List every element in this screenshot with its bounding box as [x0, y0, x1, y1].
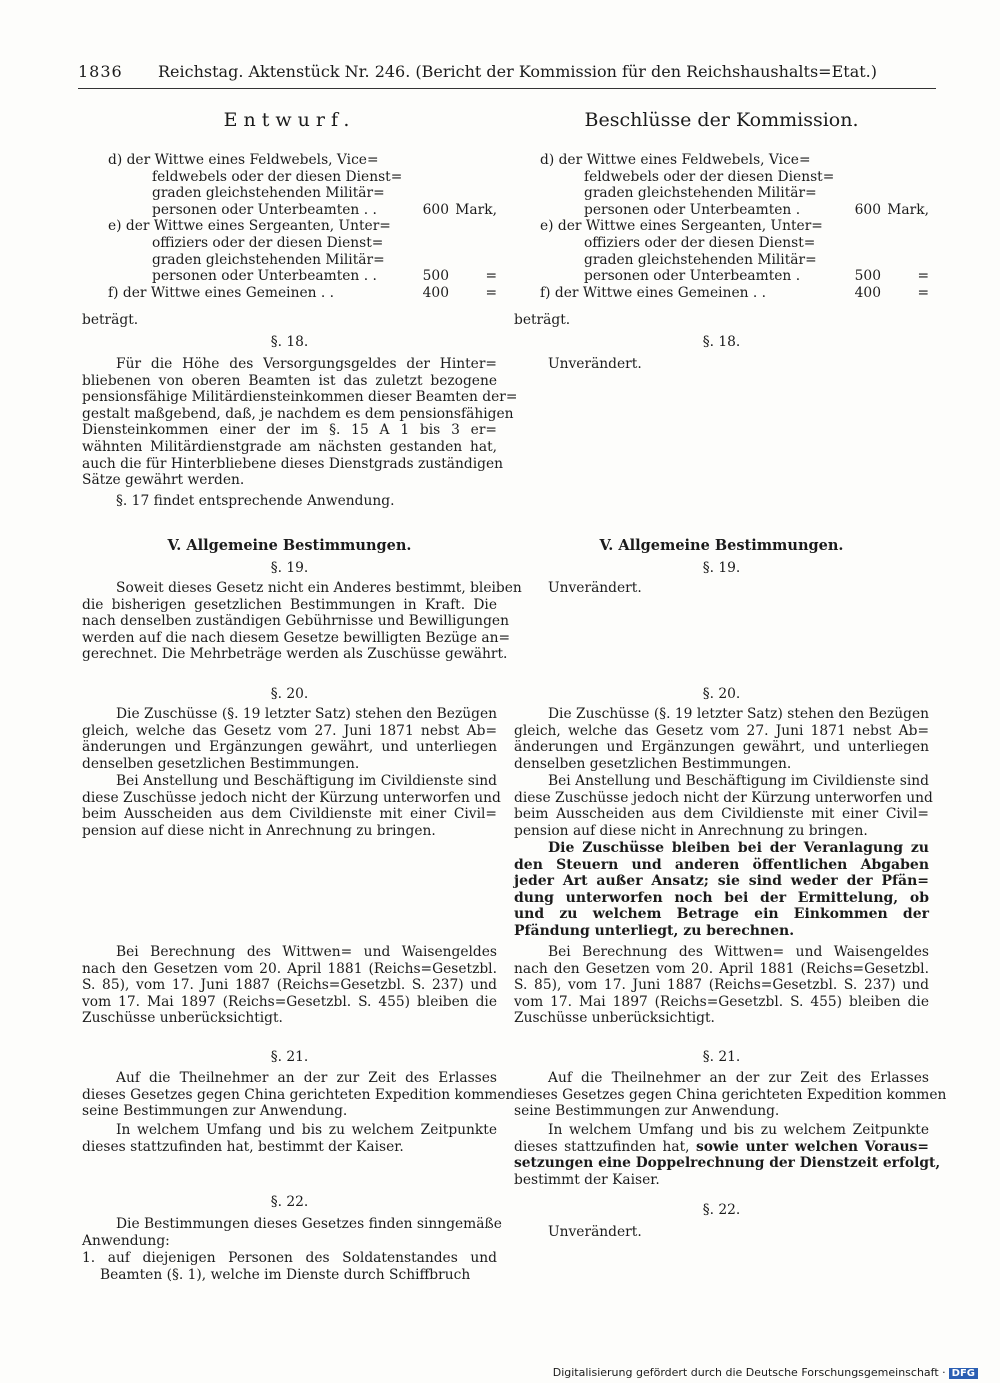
text-line: dung unterworfen noch bei der Ermittelung, ob	[514, 889, 929, 906]
left-section-19: §. 19.	[270, 560, 309, 576]
text-line: änderungen und Ergänzungen gewährt, und unterliegen	[514, 739, 929, 756]
right-s21-p1	[514, 1070, 947, 1120]
right-list-unit: =	[917, 268, 929, 285]
text-line: nach den Gesetzen vom 20. April 1881 (Reichs=Gesetzbl.	[514, 960, 929, 977]
footer-text: Digitalisierung gefördert durch die Deutsche Forschungsgemeinschaft ·	[552, 1366, 946, 1379]
left-list-text: feldwebels oder der diesen Dienst=	[152, 168, 403, 185]
left-s20-p1	[82, 706, 497, 772]
right-section-20: §. 20.	[702, 686, 741, 702]
right-unveraendert-18: Unverändert.	[548, 356, 642, 372]
right-list-unit: =	[917, 284, 929, 301]
text-line: änderungen und Ergänzungen gewährt, und unterliegen	[82, 739, 497, 756]
right-list-amount: 600	[854, 201, 881, 218]
left-list-line	[82, 252, 497, 269]
text-line: pension auf diese nicht in Anrechnung zu bringen.	[82, 822, 436, 839]
right-list-line	[514, 268, 929, 285]
right-section-22: §. 22.	[702, 1202, 741, 1218]
header-rule	[78, 88, 936, 89]
right-list-text: graden gleichstehenden Militär=	[584, 251, 817, 268]
right-s21-p2-line3: setzungen eine Doppelrechnung der Dienstzeit erfolgt,	[514, 1155, 941, 1172]
right-list-text: d) der Wittwe eines Feldwebels, Vice=	[540, 152, 811, 168]
left-list-amount: 400	[422, 284, 449, 301]
right-list-line	[514, 235, 929, 252]
right-s21-p2	[514, 1122, 941, 1188]
text-line: gerechnet. Die Mehrbeträge werden als Zuschüsse gewährt.	[82, 646, 508, 663]
text-line: gleich, welche das Gesetz vom 27. Juni 1871 nebst Ab=	[514, 722, 929, 739]
dfg-logo: DFG	[949, 1368, 978, 1379]
left-list-line	[82, 218, 497, 235]
right-list-line	[514, 285, 929, 302]
page-number: 1836	[78, 62, 123, 81]
text-line: dieses Gesetzes gegen China gerichteten Expedition kommen	[514, 1086, 947, 1103]
text-line: Beamten (§. 1), welche im Dienste durch Schiffbruch	[100, 1266, 471, 1283]
text-line: Sätze gewährt werden.	[82, 472, 245, 489]
right-list-line	[514, 185, 929, 202]
left-section-20: §. 20.	[270, 686, 309, 702]
running-title: Reichstag. Aktenstück Nr. 246. (Bericht der Kommission für den Reichshaushalts=Etat.)	[158, 62, 877, 81]
left-list-line	[82, 285, 497, 302]
left-s19-text	[82, 580, 522, 663]
right-s21-p2-line1: In welchem Umfang und bis zu welchem Zeitpunkte	[548, 1122, 929, 1138]
left-list-text: graden gleichstehenden Militär=	[152, 185, 385, 202]
right-s20-p2	[514, 773, 933, 839]
text-line: Zuschüsse unberücksichtigt.	[514, 1010, 715, 1027]
left-list-unit: =	[485, 268, 497, 285]
right-list-line	[514, 218, 929, 235]
text-line: Die Zuschüsse (§. 19 letzter Satz) stehen den Bezügen	[548, 706, 929, 722]
right-section-18: §. 18.	[702, 334, 741, 350]
left-list-line	[82, 268, 497, 285]
text-line: vom 17. Mai 1897 (Reichs=Gesetzbl. S. 455) bleiben die	[514, 993, 929, 1010]
footer-credit	[553, 1366, 978, 1379]
right-list-line	[514, 202, 929, 219]
text-line: Bei Anstellung und Beschäftigung im Civildienste sind	[548, 773, 929, 789]
text-line: In welchem Umfang und bis zu welchem Zeitpunkte	[116, 1122, 497, 1138]
right-unveraendert-22: Unverändert.	[548, 1224, 642, 1240]
right-list-unit: Mark,	[887, 201, 929, 218]
right-list-text: personen oder Unterbeamten .	[584, 268, 801, 285]
text-line: Die Bestimmungen dieses Gesetzes finden sinngemäße	[116, 1216, 502, 1232]
left-section-22: §. 22.	[270, 1194, 309, 1210]
text-line: vom 17. Mai 1897 (Reichs=Gesetzbl. S. 455) bleiben die	[82, 993, 497, 1010]
right-list-text: e) der Wittwe eines Sergeanten, Unter=	[540, 218, 823, 235]
text-line: denselben gesetzlichen Bestimmungen.	[82, 755, 360, 772]
right-section-21: §. 21.	[702, 1049, 741, 1065]
page-header	[78, 60, 938, 84]
right-s21-p2-line4: bestimmt der Kaiser.	[514, 1171, 660, 1188]
right-list-line	[514, 169, 929, 186]
text-line: Für die Höhe des Versorgungsgeldes der Hinter=	[116, 356, 497, 372]
left-list-unit: Mark,	[455, 201, 497, 218]
left-list-line	[82, 169, 497, 186]
left-list-text: personen oder Unterbeamten . .	[152, 201, 377, 218]
left-s22-p1	[82, 1216, 502, 1249]
text-line: Auf die Theilnehmer an der zur Zeit des Erlasses	[116, 1070, 497, 1086]
text-line: S. 85), vom 17. Juni 1887 (Reichs=Gesetzbl. S. 237) und	[82, 977, 497, 994]
left-list-amount: 600	[422, 201, 449, 218]
text-line: Diensteinkommen einer der im §. 15 A 1 bis 3 er=	[82, 422, 497, 439]
text-line: wähnten Militärdienstgrade am nächsten gestanden hat,	[82, 438, 497, 455]
text-line: gestalt maßgebend, daß, je nachdem es dem pensionsfähigen	[82, 405, 514, 422]
text-line: Die Zuschüsse (§. 19 letzter Satz) stehen den Bezügen	[116, 706, 497, 722]
right-s20-amendment	[514, 840, 929, 940]
left-section-18: §. 18.	[270, 334, 309, 350]
text-line: jeder Art außer Ansatz; sie sind weder der Pfän=	[514, 873, 929, 890]
left-list-text: personen oder Unterbeamten . .	[152, 268, 377, 285]
left-s20-p2	[82, 773, 501, 839]
text-line: diese Zuschüsse jedoch nicht der Kürzung unterworfen und	[82, 789, 501, 806]
text-line: auch die für Hinterbliebene dieses Dienstgrads zuständigen	[82, 455, 504, 472]
right-s21-p2-bold1: sowie unter welchen Voraus=	[695, 1138, 929, 1155]
text-line: die bisherigen gesetzlichen Bestimmungen in Kraft. Die	[82, 596, 497, 613]
left-list-text: d) der Wittwe eines Feldwebels, Vice=	[108, 152, 379, 168]
right-column-title: Beschlüsse der Kommission.	[584, 109, 859, 131]
right-list-text: graden gleichstehenden Militär=	[584, 185, 817, 202]
text-line: nach den Gesetzen vom 20. April 1881 (Reichs=Gesetzbl.	[82, 960, 497, 977]
text-line: werden auf die nach diesem Gesetze bewilligten Bezüge an=	[82, 629, 511, 646]
text-line: bliebenen von oberen Beamten ist das zuletzt bezogene	[82, 372, 497, 389]
left-amount-list	[82, 152, 497, 301]
right-unveraendert-19: Unverändert.	[548, 580, 642, 596]
left-s21-p2	[82, 1122, 497, 1155]
left-betraegt: beträgt.	[82, 312, 139, 328]
left-list-line	[82, 185, 497, 202]
text-line: seine Bestimmungen zur Anwendung.	[514, 1103, 780, 1120]
right-s20-p1	[514, 706, 929, 772]
text-line: dieses stattzufinden hat, bestimmt der Kaiser.	[82, 1138, 404, 1155]
right-s20-p3	[514, 944, 929, 1027]
right-s21-p2-line2	[514, 1139, 929, 1156]
text-line: und zu welchem Betrage ein Einkommen der	[514, 906, 929, 923]
text-line: 1. auf diejenigen Personen des Soldatenstandes und	[82, 1250, 497, 1266]
right-s21-p2-plain: dieses stattzufinden hat,	[514, 1138, 690, 1155]
right-amount-list	[514, 152, 929, 301]
right-list-amount: 500	[854, 268, 881, 285]
left-column-title: Entwurf.	[223, 109, 356, 131]
text-line: pensionsfähige Militärdiensteinkommen dieser Beamten der=	[82, 389, 518, 406]
left-list-text: e) der Wittwe eines Sergeanten, Unter=	[108, 218, 391, 235]
text-line: gleich, welche das Gesetz vom 27. Juni 1871 nebst Ab=	[82, 722, 497, 739]
left-s21-p1	[82, 1070, 515, 1120]
left-list-text: f) der Wittwe eines Gemeinen . .	[108, 284, 335, 301]
text-line: Bei Anstellung und Beschäftigung im Civildienste sind	[116, 773, 497, 789]
left-s20-p3	[82, 944, 497, 1027]
text-line: beim Ausscheiden aus dem Civildienste mit einer Civil=	[82, 806, 497, 823]
text-line: pension auf diese nicht in Anrechnung zu bringen.	[514, 822, 868, 839]
left-s18-text2: §. 17 findet entsprechende Anwendung.	[116, 493, 395, 509]
right-list-text: offiziers oder der diesen Dienst=	[584, 234, 816, 251]
text-line: Soweit dieses Gesetz nicht ein Anderes bestimmt, bleiben	[116, 580, 522, 596]
text-line: seine Bestimmungen zur Anwendung.	[82, 1103, 348, 1120]
text-line: dieses Gesetzes gegen China gerichteten Expedition kommen	[82, 1086, 515, 1103]
text-line: Anwendung:	[82, 1232, 170, 1249]
left-list-line	[82, 152, 497, 169]
text-line: S. 85), vom 17. Juni 1887 (Reichs=Gesetzbl. S. 237) und	[514, 977, 929, 994]
text-line: Zuschüsse unberücksichtigt.	[82, 1010, 283, 1027]
left-s18-text	[82, 356, 518, 489]
text-line: diese Zuschüsse jedoch nicht der Kürzung unterworfen und	[514, 789, 933, 806]
right-list-text: personen oder Unterbeamten .	[584, 201, 801, 218]
right-list-text: f) der Wittwe eines Gemeinen . .	[540, 284, 767, 301]
right-heading-v: V. Allgemeine Bestimmungen.	[599, 537, 844, 554]
left-list-text: offiziers oder der diesen Dienst=	[152, 234, 384, 251]
text-line: denselben gesetzlichen Bestimmungen.	[514, 755, 792, 772]
right-section-19: §. 19.	[702, 560, 741, 576]
text-line: Bei Berechnung des Wittwen= und Waisengeldes	[548, 944, 929, 960]
text-line: Auf die Theilnehmer an der zur Zeit des Erlasses	[548, 1070, 929, 1086]
right-list-line	[514, 152, 929, 169]
left-list-text: graden gleichstehenden Militär=	[152, 251, 385, 268]
left-heading-v: V. Allgemeine Bestimmungen.	[167, 537, 412, 554]
text-line: beim Ausscheiden aus dem Civildienste mit einer Civil=	[514, 806, 929, 823]
left-s22-item1	[82, 1250, 497, 1283]
left-list-amount: 500	[422, 268, 449, 285]
text-line: Pfändung unterliegt, zu berechnen.	[514, 922, 795, 939]
left-list-line	[82, 202, 497, 219]
right-betraegt: beträgt.	[514, 312, 571, 328]
text-line: nach denselben zuständigen Gebührnisse und Bewilligungen	[82, 613, 509, 630]
text-line: Bei Berechnung des Wittwen= und Waisengeldes	[116, 944, 497, 960]
left-list-unit: =	[485, 284, 497, 301]
text-line: den Steuern und anderen öffentlichen Abgaben	[514, 856, 929, 873]
text-line: Die Zuschüsse bleiben bei der Veranlagung zu	[548, 840, 929, 856]
left-list-line	[82, 235, 497, 252]
right-list-text: feldwebels oder der diesen Dienst=	[584, 168, 835, 185]
left-section-21: §. 21.	[270, 1049, 309, 1065]
right-list-amount: 400	[854, 284, 881, 301]
right-list-line	[514, 252, 929, 269]
